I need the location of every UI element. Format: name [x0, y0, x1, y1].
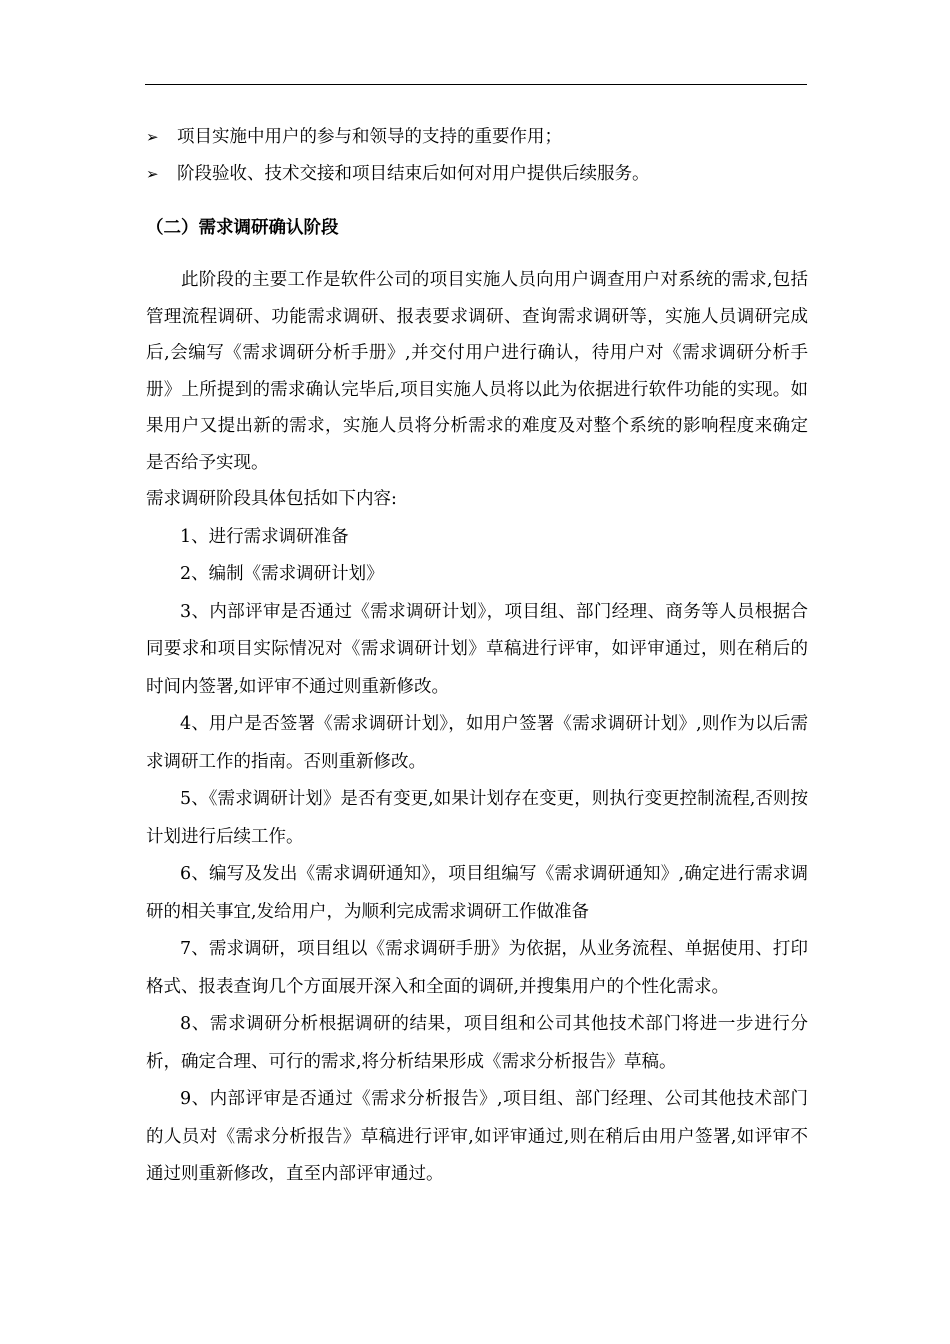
- list-item: 5、《需求调研计划》是否有变更,如果计划存在变更，则执行变更控制流程,否则按计划进行后续工作。: [146, 789, 808, 847]
- list-item: 7、需求调研，项目组以《需求调研手册》为依据，从业务流程、单据使用、打印格式、报表查询几个方面展开深入和全面的调研,并搜集用户的个性化需求。: [146, 939, 808, 997]
- arrow-bullet-icon: ➢: [146, 128, 159, 146]
- bullet-text: 项目实施中用户的参与和领导的支持的重要作用；: [177, 127, 562, 147]
- list-item: 3、内部评审是否通过《需求调研计划》，项目组、部门经理、商务等人员根据合同要求和项目实际情况对《需求调研计划》草稿进行评审，如评审通过，则在稍后的时间内签署,如评审不通过则重新修改。: [146, 601, 808, 697]
- bullet-item: [146, 156, 808, 193]
- document-body: [146, 119, 808, 1194]
- list-item: 6、编写及发出《需求调研通知》，项目组编写《需求调研通知》,确定进行需求调研的相关事宜,发给用户，为顺利完成需求调研工作做准备: [146, 864, 808, 922]
- list-item: 9、内部评审是否通过《需求分析报告》,项目组、部门经理、公司其他技术部门的人员对《需求分析报告》草稿进行评审,如评审通过,则在稍后由用户签署,如评审不通过则重新修改，直至内部评审通过。: [146, 1089, 808, 1184]
- arrow-bullet-icon: ➢: [146, 165, 159, 183]
- list-item: 2、编制《需求调研计划》: [180, 564, 384, 584]
- list-item: 1、进行需求调研准备: [180, 526, 349, 547]
- bullet-text: 阶段验收、技术交接和项目结束后如何对用户提供后续服务。: [177, 164, 650, 184]
- list-item: 4、用户是否签署《需求调研计划》，如用户签署《需求调研计划》,则作为以后需求调研工作的指南。否则重新修改。: [146, 714, 808, 772]
- list-lead: 需求调研阶段具体包括如下内容:: [146, 489, 397, 509]
- intro-paragraph: 此阶段的主要工作是软件公司的项目实施人员向用户调查用户对系统的需求,包括管理流程调研、功能需求调研、报表要求调研、查询需求调研等，实施人员调研完成后,会编写《需求调研分析手册》,并交付用户进行确认，待用户对《需求调研分析手册》上所提到的需求确认完毕后,项目实施人员将以此为依据进行软件功能的实现。如果用户又提出新的需求，实施人员将分析需求的难度及对整个系统的影响程度来确定是否给予实现。: [146, 270, 808, 473]
- section-heading: （二）需求调研确认阶段: [146, 218, 339, 238]
- bullet-item: [146, 119, 808, 156]
- header-rule: [145, 84, 807, 85]
- list-item: 8、需求调研分析根据调研的结果，项目组和公司其他技术部门将进一步进行分析，确定合理、可行的需求,将分析结果形成《需求分析报告》草稿。: [146, 1014, 808, 1072]
